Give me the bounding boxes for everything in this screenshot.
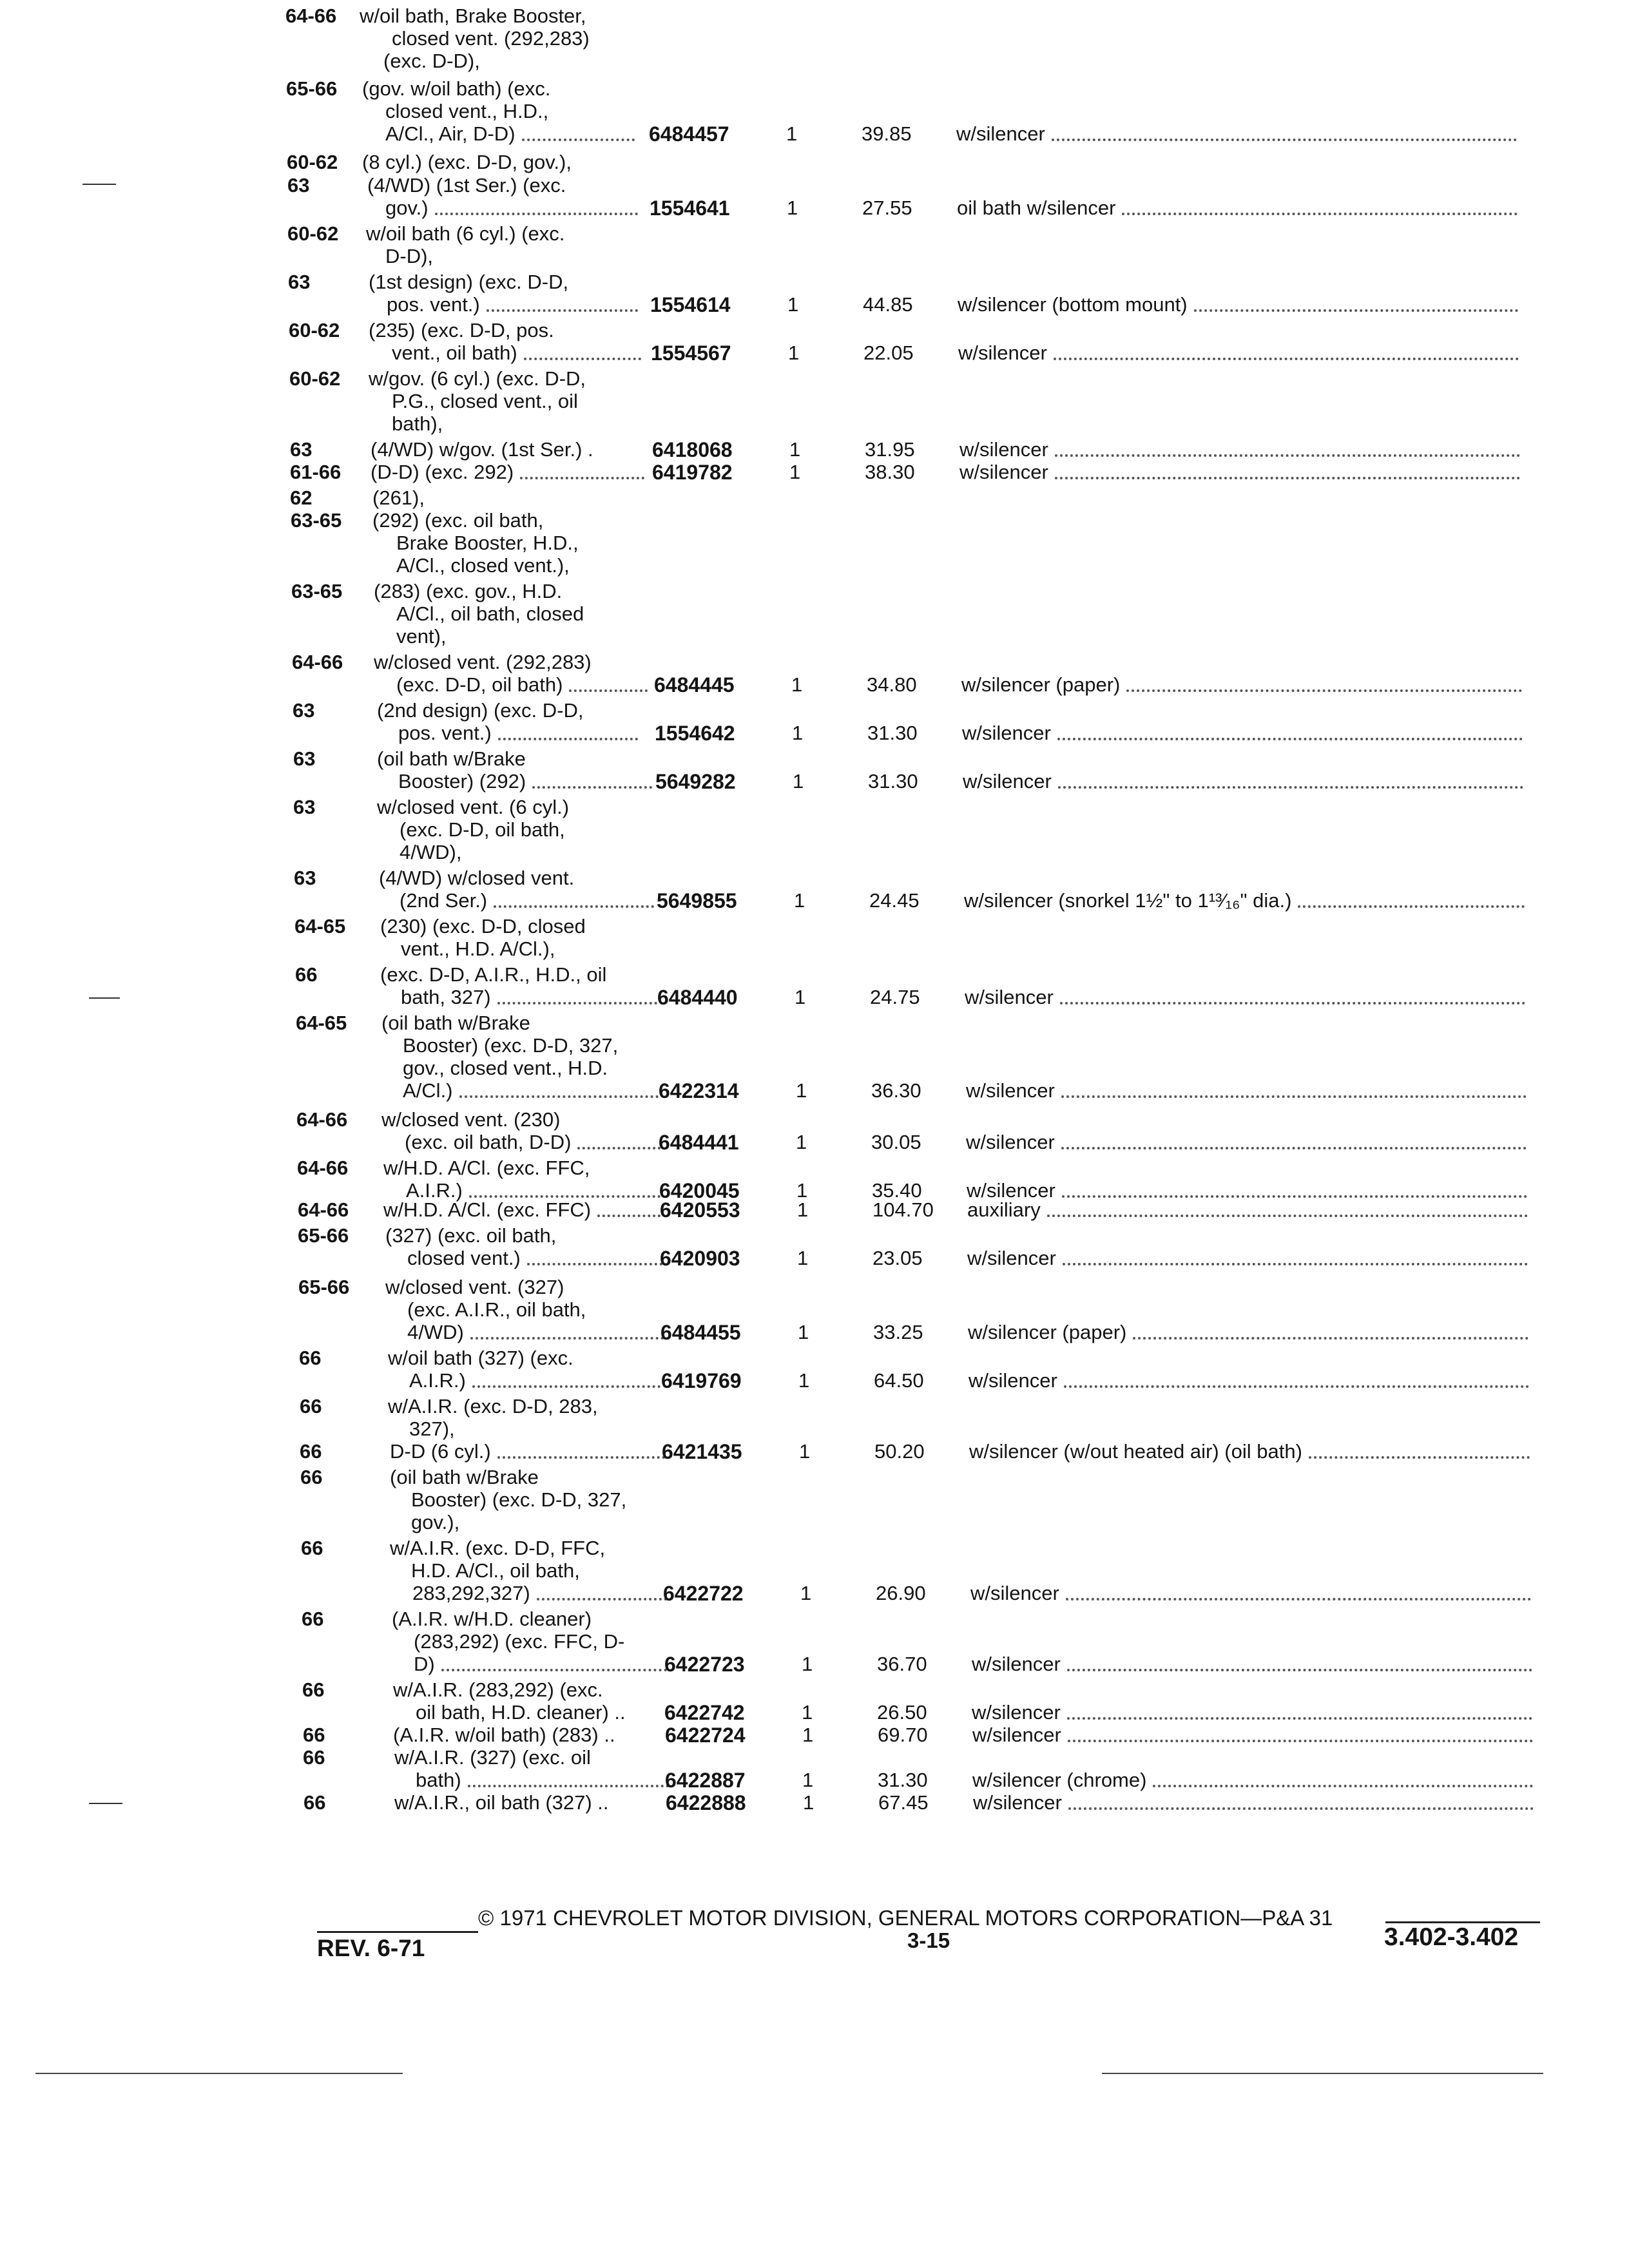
- description: (D-D) (exc. 292): [371, 461, 514, 483]
- list-price: 31.30: [867, 722, 918, 744]
- part-number: 6418068: [652, 438, 733, 461]
- remark: w/silencer: [970, 1582, 1059, 1604]
- remark: w/silencer: [967, 1247, 1056, 1269]
- list-price: 38.30: [865, 461, 915, 483]
- footer-copyright: © 1971 CHEVROLET MOTOR DIVISION, GENERAL MOTORS CORPORATION—P&A 31: [478, 1906, 1333, 1930]
- description: pos. vent.): [387, 293, 480, 316]
- quantity: 1: [796, 1131, 807, 1153]
- description: Booster) (exc. D-D, 327,: [403, 1034, 619, 1057]
- description: (2nd Ser.): [400, 889, 488, 912]
- quantity: 1: [803, 1791, 815, 1814]
- description: vent., oil bath): [392, 341, 517, 364]
- description: 327),: [409, 1418, 455, 1440]
- bottom-rule-right: [1102, 2073, 1543, 2074]
- description: oil bath, H.D. cleaner) ..: [416, 1701, 626, 1724]
- part-number: 6422887: [665, 1769, 746, 1792]
- remark-leader-dots: [1055, 474, 1520, 479]
- description: (exc. D-D, oil bath): [396, 673, 563, 696]
- description: 283,292,327): [412, 1582, 530, 1604]
- remark: w/silencer (bottom mount): [958, 293, 1188, 316]
- remark: w/silencer: [956, 122, 1045, 145]
- list-price: 36.30: [871, 1079, 921, 1102]
- part-number: 1554614: [650, 293, 731, 316]
- list-price: 67.45: [878, 1791, 929, 1814]
- model-year: 66: [299, 1347, 322, 1369]
- remark: auxiliary: [967, 1198, 1041, 1221]
- model-year: 66: [304, 1791, 326, 1814]
- remark-leader-dots: [1058, 783, 1523, 789]
- description: (4/WD) (1st Ser.) (exc.: [367, 174, 566, 197]
- margin-mark: [89, 997, 120, 999]
- model-year: 64-65: [294, 915, 346, 937]
- remark-leader-dots: [1068, 1737, 1533, 1742]
- description: (8 cyl.) (exc. D-D, gov.),: [362, 151, 572, 173]
- quantity: 1: [797, 1247, 809, 1269]
- remark-leader-dots: [1060, 999, 1525, 1004]
- remark: w/silencer: [966, 1131, 1055, 1153]
- description: (oil bath w/Brake: [377, 747, 526, 770]
- quantity: 1: [802, 1701, 813, 1724]
- description: 4/WD): [407, 1321, 464, 1343]
- description: w/A.I.R., oil bath (327) ..: [394, 1791, 609, 1814]
- quantity: 1: [796, 1179, 808, 1202]
- description: A/Cl., closed vent.),: [396, 554, 570, 577]
- model-year: 66: [300, 1466, 323, 1488]
- description: w/A.I.R. (283,292) (exc.: [393, 1678, 603, 1701]
- remark: w/silencer: [959, 438, 1048, 461]
- quantity: 1: [797, 1198, 809, 1221]
- description: (327) (exc. oil bath,: [385, 1224, 557, 1247]
- remark-leader-dots: [1194, 307, 1518, 312]
- remark-leader-dots: [1122, 210, 1518, 215]
- model-year: 61-66: [290, 461, 342, 483]
- model-year: 63: [290, 438, 313, 461]
- remark: w/silencer: [963, 770, 1052, 793]
- description: w/H.D. A/Cl. (exc. FFC,: [383, 1157, 590, 1179]
- part-number: 1554642: [655, 722, 735, 745]
- remark: w/silencer: [972, 1724, 1061, 1746]
- part-number: 6484440: [657, 986, 738, 1009]
- quantity: 1: [787, 197, 798, 219]
- description: (A.I.R. w/H.D. cleaner): [392, 1608, 592, 1630]
- margin-mark: [82, 184, 116, 185]
- footer-rev: REV. 6-71: [317, 1935, 425, 1961]
- description: w/H.D. A/Cl. (exc. FFC): [383, 1198, 592, 1221]
- part-number: 6484441: [659, 1131, 739, 1154]
- model-year: 66: [300, 1440, 322, 1463]
- quantity: 1: [786, 122, 798, 145]
- list-price: 36.70: [877, 1653, 927, 1675]
- remark: w/silencer (paper): [968, 1321, 1127, 1343]
- remark-leader-dots: [1064, 1383, 1529, 1388]
- model-year: 60-62: [289, 319, 340, 341]
- remark-leader-dots: [1133, 1334, 1528, 1340]
- remark-leader-dots: [1063, 1260, 1528, 1265]
- quantity: 1: [788, 341, 800, 364]
- part-number: 6422723: [664, 1653, 745, 1676]
- quantity: 1: [796, 1079, 807, 1102]
- description: w/gov. (6 cyl.) (exc. D-D,: [369, 367, 586, 390]
- part-number: 6422722: [663, 1582, 744, 1605]
- remark-leader-dots: [1068, 1805, 1534, 1810]
- leader-dots: [498, 735, 638, 740]
- description: A/Cl., oil bath, closed: [396, 602, 584, 625]
- description: closed vent. (292,283): [392, 27, 590, 50]
- footer-rule-left: [317, 1931, 478, 1933]
- quantity: 1: [802, 1724, 814, 1746]
- description: w/closed vent. (230): [381, 1108, 561, 1131]
- list-price: 22.05: [863, 341, 914, 364]
- description: gov.): [385, 197, 429, 219]
- part-number: 1554567: [651, 341, 731, 365]
- remark-leader-dots: [1052, 136, 1517, 141]
- remark: w/silencer: [973, 1791, 1062, 1814]
- remark-leader-dots: [1067, 1666, 1532, 1671]
- remark: w/silencer: [958, 341, 1047, 364]
- description: closed vent., H.D.,: [385, 100, 549, 122]
- footer-page-number: 3-15: [907, 1928, 950, 1952]
- remark: w/silencer: [972, 1701, 1061, 1724]
- description: w/A.I.R. (327) (exc. oil: [394, 1746, 591, 1769]
- model-year: 65-66: [298, 1224, 349, 1247]
- leader-dots: [468, 1782, 669, 1787]
- description: (4/WD) w/closed vent.: [379, 867, 575, 889]
- model-year: 63: [293, 796, 316, 818]
- model-year: 64-66: [298, 1198, 349, 1221]
- bottom-rule-left: [35, 2073, 403, 2074]
- margin-mark: [89, 1803, 122, 1804]
- description: bath, 327): [401, 986, 491, 1008]
- leader-dots: [537, 1595, 667, 1600]
- quantity: 1: [802, 1769, 814, 1791]
- part-number: 5649282: [655, 770, 736, 793]
- description: gov., closed vent., H.D.: [403, 1057, 608, 1079]
- description: (oil bath w/Brake: [390, 1466, 539, 1488]
- leader-dots: [532, 783, 652, 789]
- part-number: 6422742: [664, 1701, 745, 1724]
- description: (4/WD) w/gov. (1st Ser.) .: [371, 438, 593, 461]
- leader-dots: [497, 1454, 665, 1459]
- footer-section: 3.402-3.402: [1384, 1923, 1519, 1951]
- description: gov.),: [411, 1511, 460, 1533]
- description: w/oil bath (6 cyl.) (exc.: [366, 222, 565, 245]
- description: A/Cl., Air, D-D): [385, 122, 516, 145]
- description: (exc. oil bath, D-D): [405, 1131, 572, 1153]
- description: D-D),: [385, 245, 434, 267]
- model-year: 66: [302, 1608, 324, 1630]
- list-price: 64.50: [874, 1369, 924, 1392]
- description: (283,292) (exc. FFC, D-: [414, 1630, 625, 1653]
- model-year: 64-66: [297, 1157, 349, 1179]
- description: (283) (exc. gov., H.D.: [374, 580, 563, 602]
- description: H.D. A/Cl., oil bath,: [411, 1559, 580, 1582]
- list-price: 50.20: [874, 1440, 925, 1463]
- part-number: 6484455: [660, 1321, 741, 1344]
- remark: w/silencer (chrome): [972, 1769, 1147, 1791]
- description: A.I.R.): [409, 1369, 466, 1392]
- leader-dots: [487, 307, 638, 312]
- description: Brake Booster, H.D.,: [396, 532, 579, 554]
- model-year: 60-62: [287, 222, 339, 245]
- description: w/oil bath (327) (exc.: [388, 1347, 574, 1369]
- remark: w/silencer (w/out heated air) (oil bath): [969, 1440, 1302, 1463]
- list-price: 31.30: [868, 770, 918, 793]
- description: bath),: [392, 412, 443, 435]
- description: Booster) (exc. D-D, 327,: [411, 1488, 627, 1511]
- description: pos. vent.): [398, 722, 492, 744]
- model-year: 64-65: [296, 1012, 347, 1034]
- part-number: 6419769: [661, 1369, 742, 1392]
- model-year: 63: [293, 747, 316, 770]
- description: (230) (exc. D-D, closed: [380, 915, 586, 937]
- part-number: 6422314: [659, 1079, 739, 1102]
- remark: oil bath w/silencer: [957, 197, 1116, 219]
- description: w/closed vent. (6 cyl.): [377, 796, 570, 818]
- remark-leader-dots: [1061, 1144, 1527, 1149]
- leader-dots: [569, 687, 648, 692]
- list-price: 69.70: [878, 1724, 928, 1746]
- part-number: 6421435: [662, 1440, 742, 1463]
- list-price: 24.45: [869, 889, 920, 912]
- description: w/closed vent. (292,283): [374, 651, 592, 673]
- description: vent., H.D. A/Cl.),: [401, 937, 555, 960]
- leader-dots: [497, 999, 657, 1004]
- model-year: 66: [300, 1395, 322, 1418]
- quantity: 1: [789, 438, 801, 461]
- quantity: 1: [792, 722, 804, 744]
- quantity: 1: [789, 461, 801, 483]
- list-price: 30.05: [871, 1131, 921, 1153]
- remark: w/silencer (snorkel 1½" to 1¹³⁄₁₆" dia.): [964, 889, 1292, 912]
- leader-dots: [597, 1212, 660, 1217]
- remark-leader-dots: [1055, 452, 1520, 457]
- part-number: 5649855: [657, 889, 737, 912]
- remark: w/silencer: [966, 1079, 1055, 1102]
- quantity: 1: [793, 770, 804, 793]
- remark-leader-dots: [1047, 1212, 1528, 1217]
- description: (oil bath w/Brake: [381, 1012, 530, 1034]
- description: w/oil bath, Brake Booster,: [360, 5, 586, 27]
- model-year: 66: [303, 1724, 325, 1746]
- part-number: 6422888: [666, 1791, 746, 1814]
- description: w/A.I.R. (exc. D-D, 283,: [388, 1395, 598, 1418]
- description: (exc. A.I.R., oil bath,: [407, 1298, 586, 1321]
- model-year: 63: [288, 271, 311, 293]
- model-year: 66: [302, 1678, 325, 1701]
- model-year: 64-66: [296, 1108, 348, 1131]
- description: (261),: [372, 486, 425, 509]
- list-price: 31.30: [878, 1769, 928, 1791]
- quantity: 1: [795, 986, 806, 1008]
- remark: w/silencer (paper): [961, 673, 1121, 696]
- remark-leader-dots: [1153, 1782, 1533, 1787]
- quantity: 1: [800, 1582, 812, 1604]
- part-number: 6422724: [665, 1724, 746, 1747]
- description: A/Cl.): [403, 1079, 453, 1102]
- list-price: 44.85: [863, 293, 913, 316]
- remark-leader-dots: [1057, 735, 1523, 740]
- model-year: 66: [295, 963, 318, 986]
- part-number: 6484457: [649, 122, 729, 146]
- description: closed vent.): [407, 1247, 521, 1269]
- list-price: 39.85: [862, 122, 912, 145]
- model-year: 64-66: [292, 651, 343, 673]
- remark: w/silencer: [965, 986, 1054, 1008]
- leader-dots: [527, 1260, 662, 1265]
- description: bath): [416, 1769, 461, 1791]
- remark-leader-dots: [1066, 1595, 1531, 1600]
- part-number: 6419782: [652, 461, 733, 484]
- part-number: 6420045: [659, 1179, 740, 1202]
- model-year: 66: [303, 1746, 325, 1769]
- list-price: 26.50: [877, 1701, 927, 1724]
- description: (exc. D-D, A.I.R., H.D., oil: [380, 963, 607, 986]
- description: w/closed vent. (327): [385, 1276, 564, 1298]
- quantity: 1: [798, 1321, 809, 1343]
- leader-dots: [469, 1193, 660, 1198]
- remark-leader-dots: [1061, 1093, 1527, 1098]
- remark: w/silencer: [962, 722, 1051, 744]
- model-year: 60-62: [289, 367, 341, 390]
- description: vent),: [396, 625, 447, 648]
- leader-dots: [577, 1144, 660, 1149]
- quantity: 1: [799, 1440, 811, 1463]
- list-price: 24.75: [870, 986, 920, 1008]
- description: (235) (exc. D-D, pos.: [369, 319, 554, 341]
- model-year: 63: [294, 867, 316, 889]
- description: (A.I.R. w/oil bath) (283) ..: [393, 1724, 615, 1746]
- list-price: 31.95: [865, 438, 915, 461]
- model-year: 63: [287, 174, 310, 197]
- description: (gov. w/oil bath) (exc.: [362, 77, 551, 100]
- remark: w/silencer: [972, 1653, 1061, 1675]
- part-number: 6484445: [654, 673, 735, 697]
- list-price: 104.70: [872, 1198, 934, 1221]
- leader-dots: [435, 210, 638, 215]
- leader-dots: [470, 1334, 664, 1340]
- description: 4/WD),: [400, 841, 462, 863]
- remark-leader-dots: [1126, 687, 1522, 692]
- description: D-D (6 cyl.): [390, 1440, 491, 1463]
- description: Booster) (292): [398, 770, 526, 793]
- leader-dots: [522, 136, 635, 141]
- quantity: 1: [794, 889, 805, 912]
- description: (2nd design) (exc. D-D,: [377, 699, 584, 722]
- leader-dots: [524, 355, 641, 360]
- list-price: 33.25: [873, 1321, 923, 1343]
- list-price: 34.80: [867, 673, 917, 696]
- quantity: 1: [787, 293, 799, 316]
- list-price: 35.40: [872, 1179, 922, 1202]
- list-price: 23.05: [872, 1247, 923, 1269]
- description: P.G., closed vent., oil: [392, 390, 578, 412]
- remark-leader-dots: [1067, 1715, 1532, 1720]
- leader-dots: [472, 1383, 660, 1388]
- part-number: 1554641: [650, 197, 730, 220]
- remark: w/silencer: [969, 1369, 1057, 1392]
- remark-leader-dots: [1309, 1454, 1530, 1459]
- leader-dots: [494, 903, 654, 908]
- remark: w/silencer: [967, 1179, 1055, 1202]
- quantity: 1: [791, 673, 803, 696]
- part-number: 6420903: [660, 1247, 740, 1270]
- quantity: 1: [802, 1653, 813, 1675]
- description: (exc. D-D),: [383, 50, 480, 72]
- description: A.I.R.): [406, 1179, 463, 1202]
- description: (1st design) (exc. D-D,: [369, 271, 569, 293]
- model-year: 62: [290, 486, 313, 509]
- model-year: 63-65: [291, 509, 342, 532]
- description: w/A.I.R. (exc. D-D, FFC,: [390, 1537, 606, 1559]
- description: D): [414, 1653, 435, 1675]
- remark: w/silencer: [959, 461, 1048, 483]
- model-year: 66: [301, 1537, 323, 1559]
- model-year: 63-65: [291, 580, 343, 602]
- model-year: 60-62: [287, 151, 338, 173]
- remark-leader-dots: [1298, 903, 1525, 908]
- model-year: 63: [293, 699, 315, 722]
- leader-dots: [459, 1093, 659, 1098]
- leader-dots: [441, 1666, 667, 1671]
- model-year: 65-66: [286, 77, 338, 100]
- model-year: 65-66: [298, 1276, 350, 1298]
- description: (exc. D-D, oil bath,: [400, 818, 565, 841]
- remark-leader-dots: [1062, 1193, 1527, 1198]
- quantity: 1: [798, 1369, 810, 1392]
- remark-leader-dots: [1054, 355, 1519, 360]
- leader-dots: [520, 474, 644, 479]
- part-number: 6420553: [660, 1198, 740, 1222]
- list-price: 27.55: [862, 197, 912, 219]
- list-price: 26.90: [876, 1582, 926, 1604]
- description: (292) (exc. oil bath,: [372, 509, 544, 532]
- model-year: 64-66: [285, 5, 337, 27]
